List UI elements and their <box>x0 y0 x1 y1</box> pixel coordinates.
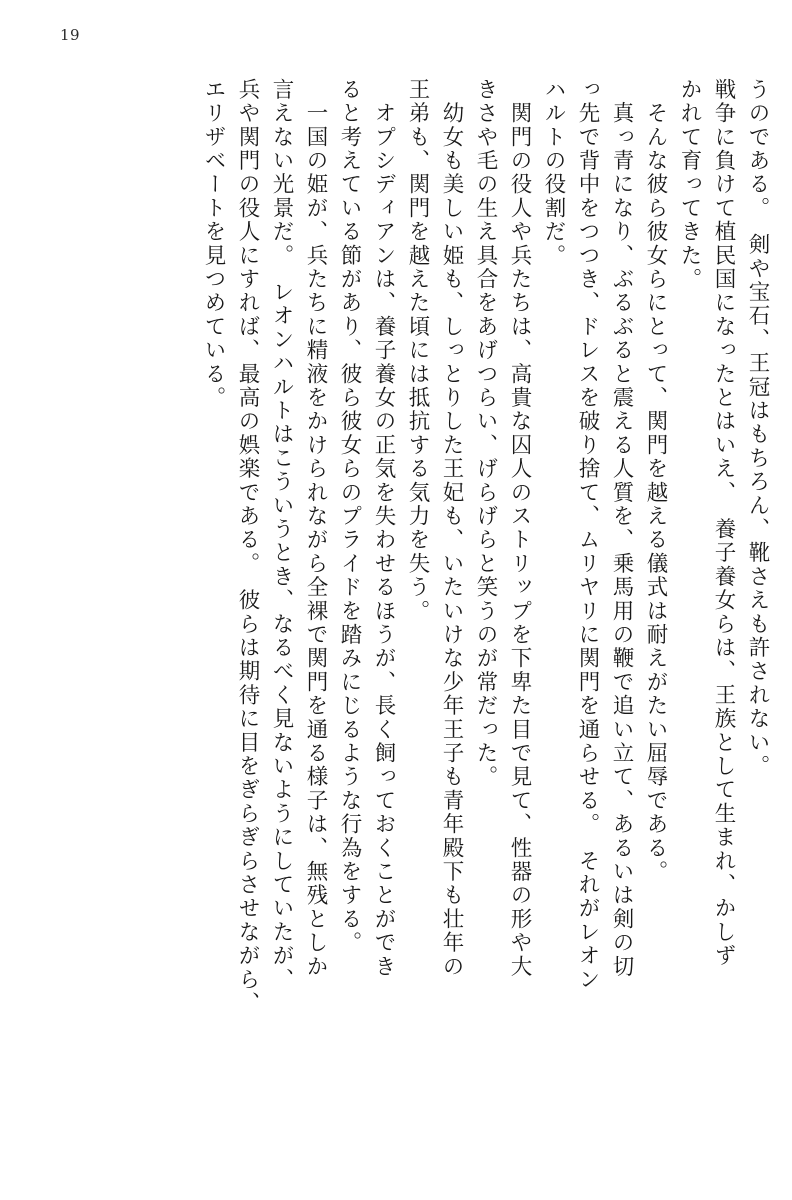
text-line: 戦争に負けて植民国になったとはいえ、 養子養女らは、王族として生まれ、かしず <box>711 78 736 968</box>
text-line: 言えない光景だ。 レオンハルトはこういうとき、なるべく見ないようにしていたが、 <box>269 78 294 992</box>
text-line: 一国の姫が、兵たちに精液をかけられながら全裸で関門を通る様子は、無残としか <box>303 78 328 979</box>
text-line: 真っ青になり、ぶるぶると震える人質を、乗馬用の鞭で追い立て、あるいは剣の切 <box>609 78 634 979</box>
page-number: 19 <box>60 26 81 44</box>
text-line: っ先で背中をつつき、ドレスを破り捨て、ムリヤリに関門を通らせる。 それがレオン <box>575 78 600 992</box>
text-line: そんな彼ら彼女らにとって、関門を越える儀式は耐えがたい屈辱である。 <box>643 78 668 884</box>
text-line: オプシディアンは、養子養女の正気を失わせるほうが、長く飼っておくことができ <box>371 78 396 979</box>
text-line: 関門の役人や兵たちは、高貴な囚人のストリップを下卑た目で見て、性器の形や大 <box>507 78 532 979</box>
text-line: ハルトの役割だ。 <box>541 78 566 268</box>
vertical-text-body <box>24 78 768 1168</box>
text-line: 王弟も、関門を越えた頃には抵抗する気力を失う。 <box>405 78 430 624</box>
text-line: ると考えている節があり、彼ら彼女らのプライドを踏みにじるような行為をする。 <box>337 78 362 955</box>
text-line: 兵や関門の役人にすれば、最高の娯楽である。 彼らは期待に目をぎらぎらさせながら、 <box>235 78 260 1016</box>
text-line: きさや毛の生え具合をあげつらい、げらげらと笑うのが常だった。 <box>473 78 498 789</box>
text-line: エリザベートを見つめている。 <box>201 78 226 410</box>
text-line: うのである。 剣や宝石、王冠はもちろん、靴さえも許されない。 <box>745 78 770 779</box>
text-line: かれて育ってきた。 <box>677 78 702 292</box>
text-line: 幼女も美しい姫も、しっとりした王妃も、いたいけな少年王子も青年殿下も壮年の <box>439 78 464 979</box>
